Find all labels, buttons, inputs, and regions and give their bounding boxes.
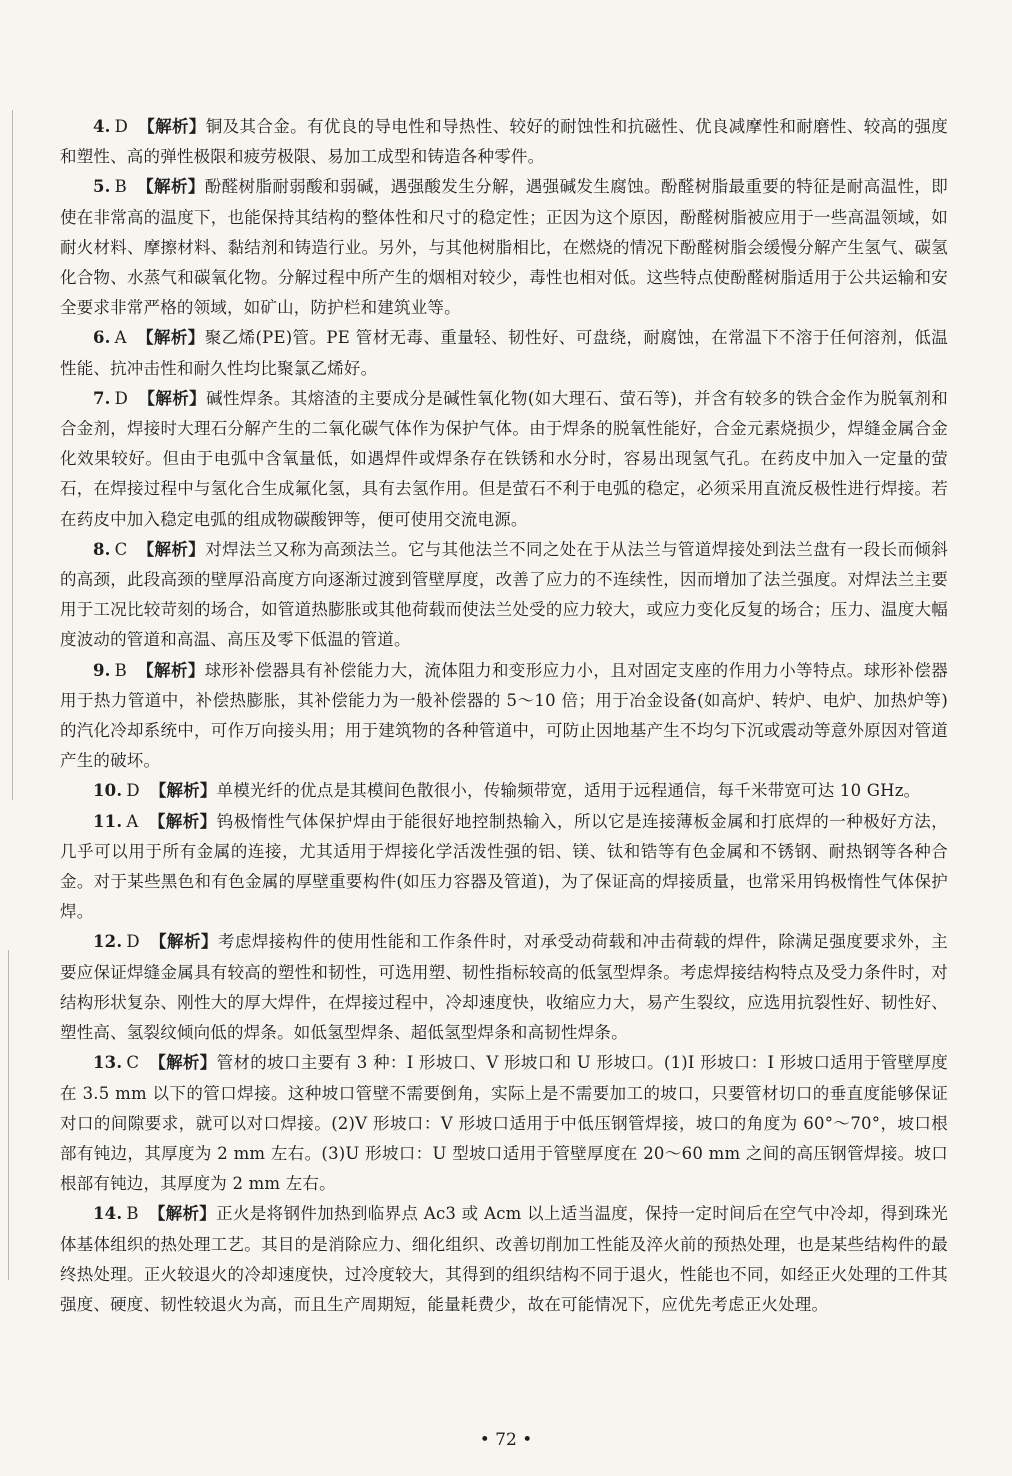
item-number: 6.: [93, 328, 111, 348]
analysis-tag: 【解析】: [136, 177, 205, 197]
answer-item-14: [60, 1199, 948, 1320]
analysis-tag: 【解析】: [136, 328, 205, 348]
answer-item-5: [60, 172, 948, 323]
item-answer: B: [126, 1204, 139, 1224]
item-number: 9.: [93, 660, 111, 680]
item-text: 管材的坡口主要有 3 种：I 形坡口、V 形坡口和 U 形坡口。(1)I 形坡口：I 形坡口适用于管壁厚度在 3.5 mm 以下的管口焊接。这种坡口管壁不需要倒角，实际上是不需要加工的坡口，只要管材切口的垂直度能够保证对口的间隙要求，就可以对口焊接。(2)V 形坡口：V 形坡口适用于中低压钢管焊接，坡口的角度为 60°～70°，坡口根部有钝边，其厚度为 2 mm 左右。(3)U 形坡口：U 型坡口适用于管壁厚度在 20～60 mm 之间的高压钢管焊接。坡口根部有钝边，其厚度为 2 mm 左右。: [60, 1053, 948, 1194]
answer-item-6: [60, 323, 948, 383]
analysis-tag: 【解析】: [148, 1204, 217, 1224]
answer-list: [60, 112, 948, 1320]
answer-item-11: [60, 807, 948, 928]
item-number: 10.: [93, 781, 123, 801]
item-number: 8.: [93, 539, 111, 559]
item-text: 酚醛树脂耐弱酸和弱碱，遇强酸发生分解，遇强碱发生腐蚀。酚醛树脂最重要的特征是耐高温性，即使在非常高的温度下，也能保持其结构的整体性和尺寸的稳定性；正因为这个原因，酚醛树脂被应用于一些高温领域，如耐火材料、摩擦材料、黏结剂和铸造行业。另外，与其他树脂相比，在燃烧的情况下酚醛树脂会缓慢分解产生氢气、碳氢化合物、水蒸气和碳氧化物。分解过程中所产生的烟相对较少，毒性也相对低。这些特点使酚醛树脂适用于公共运输和安全要求非常严格的领域，如矿山，防护栏和建筑业等。: [60, 177, 948, 318]
item-answer: C: [126, 1053, 140, 1073]
answer-item-10: [60, 776, 948, 806]
item-text: 碱性焊条。其熔渣的主要成分是碱性氧化物(如大理石、萤石等)，并含有较多的铁合金作为脱氧剂和合金剂，焊接时大理石分解产生的二氧化碳气体作为保护气体。由于焊条的脱氧性能好，合金元素烧损少，焊缝金属合金化效果较好。但由于电弧中含氧量低，如遇焊件或焊条存在铁锈和水分时，容易出现氢气孔。在药皮中加入一定量的萤石，在焊接过程中与氢化合生成氟化氢，具有去氢作用。但是萤石不利于电弧的稳定，必须采用直流反极性进行焊接。若在药皮中加入稳定电弧的组成物碳酸钾等，便可使用交流电源。: [60, 388, 948, 529]
item-text: 球形补偿器具有补偿能力大，流体阻力和变形应力小，且对固定支座的作用力小等特点。球形补偿器用于热力管道中，补偿热膨胀，其补偿能力为一般补偿器的 5～10 倍；用于冶金设备(如高炉、转炉、电炉、加热炉等)的汽化冷却系统中，可作万向接头用；用于建筑物的各种管道中，可防止因地基产生不均匀下沉或震动等意外原因对管道产生的破坏。: [60, 660, 948, 771]
item-answer: D: [126, 932, 140, 952]
answer-item-8: [60, 535, 948, 656]
scan-edge-line-top: [12, 110, 13, 800]
analysis-tag: 【解析】: [137, 539, 206, 559]
item-answer: B: [114, 177, 127, 197]
analysis-tag: 【解析】: [136, 660, 205, 680]
answer-item-7: [60, 384, 948, 535]
analysis-tag: 【解析】: [138, 117, 206, 136]
item-text: 单模光纤的优点是其模间色散很小，传输频带宽，适用于远程通信，每千米带宽可达 10 GHz。: [216, 781, 921, 801]
item-answer: B: [114, 660, 127, 680]
item-answer: D: [126, 781, 140, 801]
answer-item-12: [60, 927, 948, 1048]
item-text: 对焊法兰又称为高颈法兰。它与其他法兰不同之处在于从法兰与管道焊接处到法兰盘有一段长而倾斜的高颈，此段高颈的壁厚沿高度方向逐渐过渡到管壁厚度，改善了应力的不连续性，因而增加了法兰强度。对焊法兰主要用于工况比较苛刻的场合，如管道热膨胀或其他荷载而使法兰处受的应力较大，或应力变化反复的场合；压力、温度大幅度波动的管道和高温、高压及零下低温的管道。: [60, 539, 948, 650]
item-text: 钨极惰性气体保护焊由于能很好地控制热输入，所以它是连接薄板金属和打底焊的一种极好方法，几乎可以用于所有金属的连接，尤其适用于焊接化学活泼性强的铝、镁、钛和锆等有色金属和不锈钢、耐热钢等各种合金。对于某些黑色和有色金属的厚壁重要构件(如压力容器及管道)，为了保证高的焊接质量，也常采用钨极惰性气体保护焊。: [60, 811, 948, 922]
item-answer: C: [114, 539, 128, 559]
item-answer: A: [114, 328, 127, 348]
item-answer: A: [126, 811, 139, 831]
scan-edge-line-bottom: [8, 950, 9, 1280]
item-text: 考虑焊接构件的使用性能和工作条件时，对承受动荷载和冲击荷载的焊件，除满足强度要求外，主要应保证焊缝金属具有较高的塑性和韧性，可选用塑、韧性指标较高的低氢型焊条。考虑焊接结构特点及受力条件时，对结构形状复杂、刚性大的厚大焊件，在焊接过程中，冷却速度快，收缩应力大，易产生裂纹，应选用抗裂性好、韧性好、塑性高、氢裂纹倾向低的焊条。如低氢型焊条、超低氢型焊条和高韧性焊条。: [60, 932, 948, 1043]
item-number: 5.: [93, 177, 111, 197]
analysis-tag: 【解析】: [138, 388, 207, 408]
analysis-tag: 【解析】: [149, 781, 217, 801]
answer-item-4: [60, 112, 948, 172]
answer-item-13: [60, 1048, 948, 1199]
item-answer: D: [114, 388, 129, 408]
item-number: 12.: [93, 932, 123, 952]
item-number: 13.: [93, 1053, 123, 1073]
item-number: 4.: [93, 117, 111, 136]
page-number: • 72 •: [479, 1430, 533, 1450]
item-number: 7.: [93, 388, 111, 408]
analysis-tag: 【解析】: [149, 932, 218, 952]
analysis-tag: 【解析】: [149, 1053, 217, 1073]
item-number: 14.: [93, 1204, 123, 1224]
item-number: 11.: [93, 811, 123, 831]
item-text: 正火是将钢件加热到临界点 Ac3 或 Acm 以上适当温度，保持一定时间后在空气中冷却，得到珠光体基体组织的热处理工艺。其目的是消除应力、细化组织、改善切削加工性能及淬火前的预热处理，也是某些结构件的最终热处理。正火较退火的冷却速度快，过冷度较大，其得到的组织结构不同于退火，性能也不同，如经正火处理的工件其强度、硬度、韧性较退火为高，而且生产周期短，能量耗费少，故在可能情况下，应优先考虑正火处理。: [60, 1204, 948, 1314]
item-answer: D: [114, 117, 129, 136]
analysis-tag: 【解析】: [148, 811, 217, 831]
answer-item-9: [60, 656, 948, 777]
item-text: 铜及其合金。有优良的导电性和导热性、较好的耐蚀性和抗磁性、优良减摩性和耐磨性、较高的强度和塑性、高的弹性极限和疲劳极限、易加工成型和铸造各种零件。: [60, 117, 948, 167]
item-text: 聚乙烯(PE)管。PE 管材无毒、重量轻、韧性好、可盘绕，耐腐蚀，在常温下不溶于任何溶剂，低温性能、抗冲击性和耐久性均比聚氯乙烯好。: [60, 328, 948, 378]
